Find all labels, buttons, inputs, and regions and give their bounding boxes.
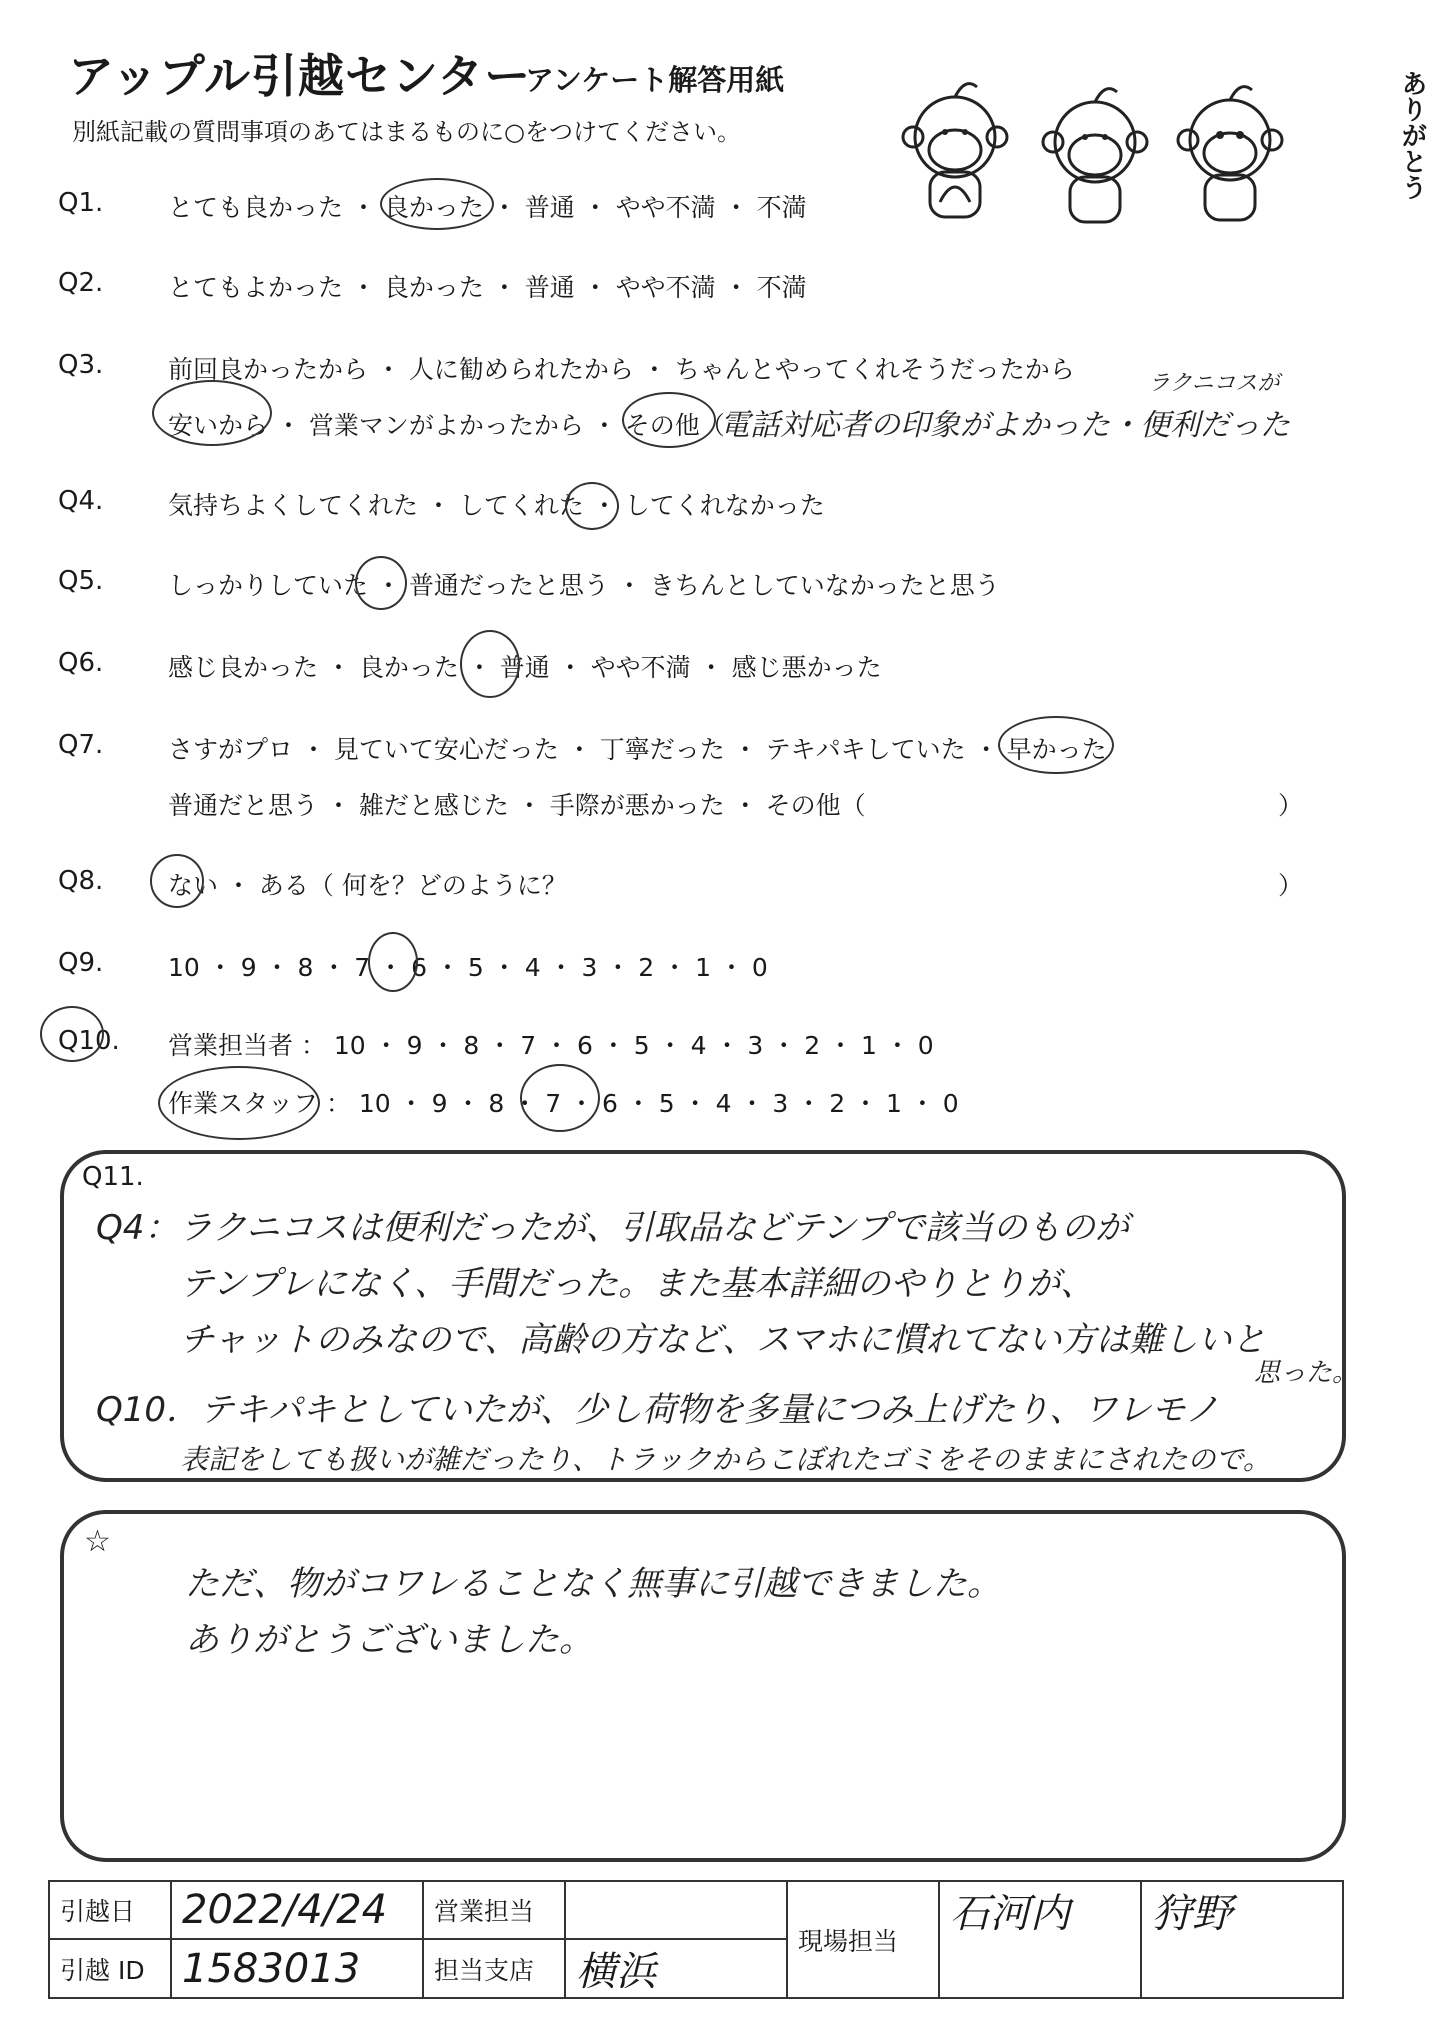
q6-label: Q6.	[58, 648, 104, 678]
q11-line-1: Q4：ラクニコスは便利だったが、引取品などテンプで該当のものが	[96, 1208, 1130, 1248]
q11-line-3: チャットのみなので、高齢の方など、スマホに慣れてない方は難しいと	[180, 1320, 1266, 1360]
q9-label: Q9.	[58, 948, 104, 978]
q3-other-handwriting: 電話対応者の印象がよかった・便利だった	[720, 408, 1290, 443]
footer-table	[48, 1880, 1344, 1999]
mascot-caption: ありがとう	[1397, 70, 1427, 200]
q6-options: 感じ良かった ・ 良かった ・ 普通 ・ やや不満 ・ 感じ悪かった	[168, 653, 882, 682]
q10-staff-score-mark	[520, 1064, 600, 1132]
site-value-2: 狩野	[1141, 1881, 1343, 1998]
move-date-value: 2022/4/24	[171, 1881, 423, 1939]
q8-selection-mark	[150, 854, 204, 908]
move-id-value: 1583013	[171, 1939, 423, 1998]
q1-options: とても良かった ・ 良かった ・ 普通 ・ やや不満 ・ 不満	[168, 193, 807, 222]
q11-line-2: テンプレになく、手間だった。また基本詳細のやりとりが、	[180, 1264, 1095, 1304]
q2-label: Q2.	[58, 268, 104, 298]
star-label: ☆	[84, 1524, 111, 1559]
q5-selection-mark	[355, 556, 407, 610]
q7-label: Q7.	[58, 730, 104, 760]
move-id-label: 引越 ID	[49, 1939, 171, 1998]
q7-selection-mark	[998, 716, 1114, 774]
q2-options: とてもよかった ・ 良かった ・ 普通 ・ やや不満 ・ 不満	[168, 273, 807, 302]
q11-label: Q11.	[82, 1162, 144, 1192]
q10-label-mark	[40, 1006, 104, 1062]
monkey-mascots-icon	[900, 62, 1340, 232]
move-date-label: 引越日	[49, 1881, 171, 1939]
sales-value	[565, 1881, 787, 1939]
q1-selection-mark	[380, 178, 494, 230]
site-label: 現場担当	[787, 1881, 939, 1998]
q4-selection-mark	[565, 482, 619, 530]
q11-line-6: 表記をしても扱いが雑だったり、トラックからこぼれたゴミをそのままにされたので。	[180, 1443, 1271, 1476]
q3-other-mark	[622, 392, 716, 448]
q8-options: ない ・ ある（ 何を？どのように？	[168, 871, 567, 900]
q8-label: Q8.	[58, 866, 104, 896]
q3-note-handwriting: ラクニコスが	[1148, 371, 1280, 396]
site-value-1: 石河内	[939, 1881, 1141, 1998]
q11-line-5: Q10．テキパキとしていたが、少し荷物を多量につみ上げたり、ワレモノ	[96, 1390, 1220, 1430]
q10-label: Q10.	[58, 1026, 120, 1056]
q10-staff-mark	[158, 1066, 320, 1140]
q3-options: 前回良かったから ・ 人に勧められたから ・ ちゃんとやってくれそうだったから	[168, 355, 1075, 384]
q7-options-2: 普通だと思う ・ 雑だと感じた ・ 手際が悪かった ・ その他（	[168, 791, 866, 820]
q4-label: Q4.	[58, 486, 104, 516]
q10-options: 営業担当者 ： 10 ・ 9 ・ 8 ・ 7 ・ 6 ・ 5 ・ 4 ・ 3 ・ 2 ・ 1 ・ 0	[168, 1031, 934, 1060]
q3-label: Q3.	[58, 350, 104, 380]
q9-selection-mark	[368, 932, 418, 992]
branch-value: 横浜	[565, 1939, 787, 1998]
q8-close-paren: ）	[1278, 871, 1304, 900]
q1-label: Q1.	[58, 188, 104, 218]
q3-selection-mark	[152, 380, 272, 446]
q7-close-paren: ）	[1278, 791, 1304, 820]
sales-label: 営業担当	[423, 1881, 565, 1939]
q11-line-4: 思った。	[1254, 1358, 1359, 1388]
q7-options: さすがプロ ・ 見ていて安心だった ・ 丁寧だった ・ テキパキしていた ・ 早かった	[168, 735, 1107, 764]
q5-label: Q5.	[58, 566, 104, 596]
star-line-1: ただ、物がコワレることなく無事に引越できました。	[185, 1564, 1001, 1604]
branch-label: 担当支店	[423, 1939, 565, 1998]
q4-options: 気持ちよくしてくれた ・ してくれた ・ してくれなかった	[168, 491, 825, 520]
form-subtitle: アンケート解答用紙	[525, 63, 785, 97]
form-instruction: 別紙記載の質問事項のあてはまるものに○をつけてください。	[72, 118, 741, 146]
q5-options: しっかりしていた ・ 普通だったと思う ・ きちんとしていなかったと思う	[168, 571, 1000, 600]
star-line-2: ありがとうございました。	[185, 1620, 593, 1660]
q3-options-2: 安いから ・ 営業マンがよかったから ・ その他（	[168, 411, 725, 440]
q6-selection-mark	[460, 630, 520, 698]
q10-options-2: 作業スタッフ ： 10 ・ 9 ・ 8 ・ 7 ・ 6 ・ 5 ・ 4 ・ 3 ・ 2 ・ 1 ・ 0	[168, 1089, 959, 1118]
form-title: アップル引越センター	[68, 49, 532, 103]
q9-options: 10 ・ 9 ・ 8 ・ 7 ・ 6 ・ 5 ・ 4 ・ 3 ・ 2 ・ 1 ・ 0	[168, 953, 768, 982]
